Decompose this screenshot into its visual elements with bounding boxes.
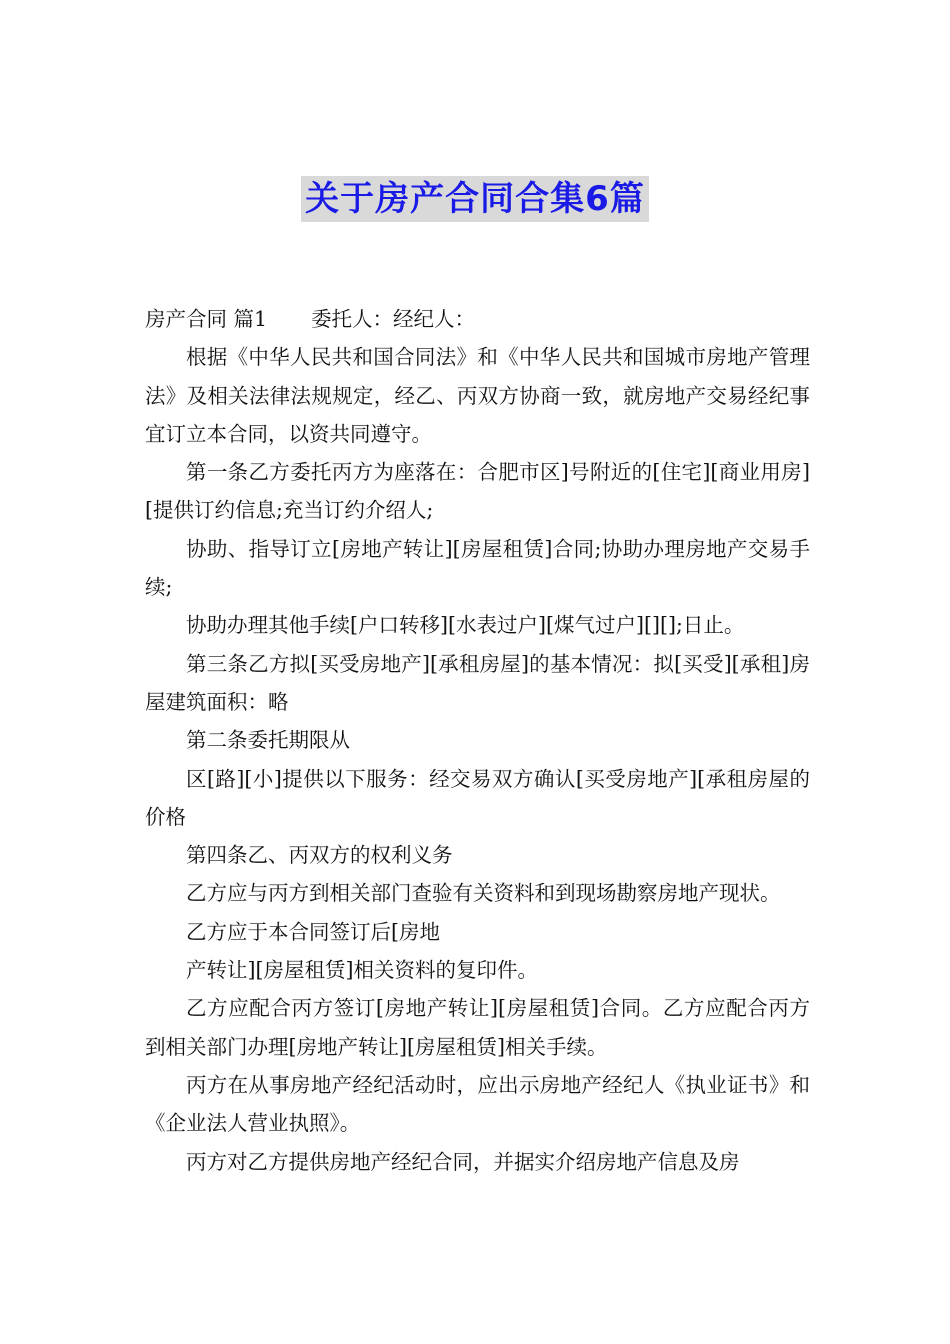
paragraph: 第二条委托期限从 <box>186 728 350 753</box>
section-heading: 房产合同 篇1 <box>145 307 268 331</box>
paragraph: 乙方应于本合同签订后[房地 <box>186 919 440 944</box>
document-body <box>145 300 810 1181</box>
paragraph: 协助办理其他手续[户口转移][水表过户][煤气过户][][];日止。 <box>186 613 745 638</box>
paragraph: 第三条乙方拟[买受房地产][承租房屋]的基本情况：拟[买受][承租]房屋建筑面积：略 <box>145 651 810 714</box>
paragraph: 根据《中华人民共和国合同法》和《中华人民共和国城市房地产管理法》及相关法律法规规定，经乙、丙双方协商一致，就房地产交易经纪事宜订立本合同，以资共同遵守。 <box>145 345 810 446</box>
paragraph: 产转让][房屋租赁]相关资料的复印件。 <box>186 958 538 983</box>
first-line <box>145 300 810 338</box>
paragraph: 第四条乙、丙双方的权利义务 <box>186 843 453 868</box>
title-container <box>0 176 950 222</box>
paragraph: 丙方在从事房地产经纪活动时，应出示房地产经纪人《执业证书》和《企业法人营业执照》。 <box>145 1072 810 1136</box>
parties-line: 委托人：经纪人： <box>311 307 476 331</box>
paragraph: 乙方应与丙方到相关部门查验有关资料和到现场勘察房地产现状。 <box>186 881 781 906</box>
paragraph: 第一条乙方委托丙方为座落在：合肥市区]号附近的[住宅][商业用房][提供订约信息;充当订约介绍人; <box>145 460 810 523</box>
paragraph: 协助、指导订立[房地产转让][房屋租赁]合同;协助办理房地产交易手续; <box>145 536 810 600</box>
paragraph: 丙方对乙方提供房地产经纪合同，并据实介绍房地产信息及房 <box>186 1149 740 1174</box>
paragraph: 乙方应配合丙方签订[房地产转让][房屋租赁]合同。乙方应配合丙方到相关部门办理[房地产转让][房屋租赁]相关手续。 <box>145 996 810 1059</box>
paragraph: 区[路][小]提供以下服务：经交易双方确认[买受房地产][承租房屋的价格 <box>145 766 810 829</box>
document-title: 关于房产合同合集6篇 <box>301 176 649 222</box>
